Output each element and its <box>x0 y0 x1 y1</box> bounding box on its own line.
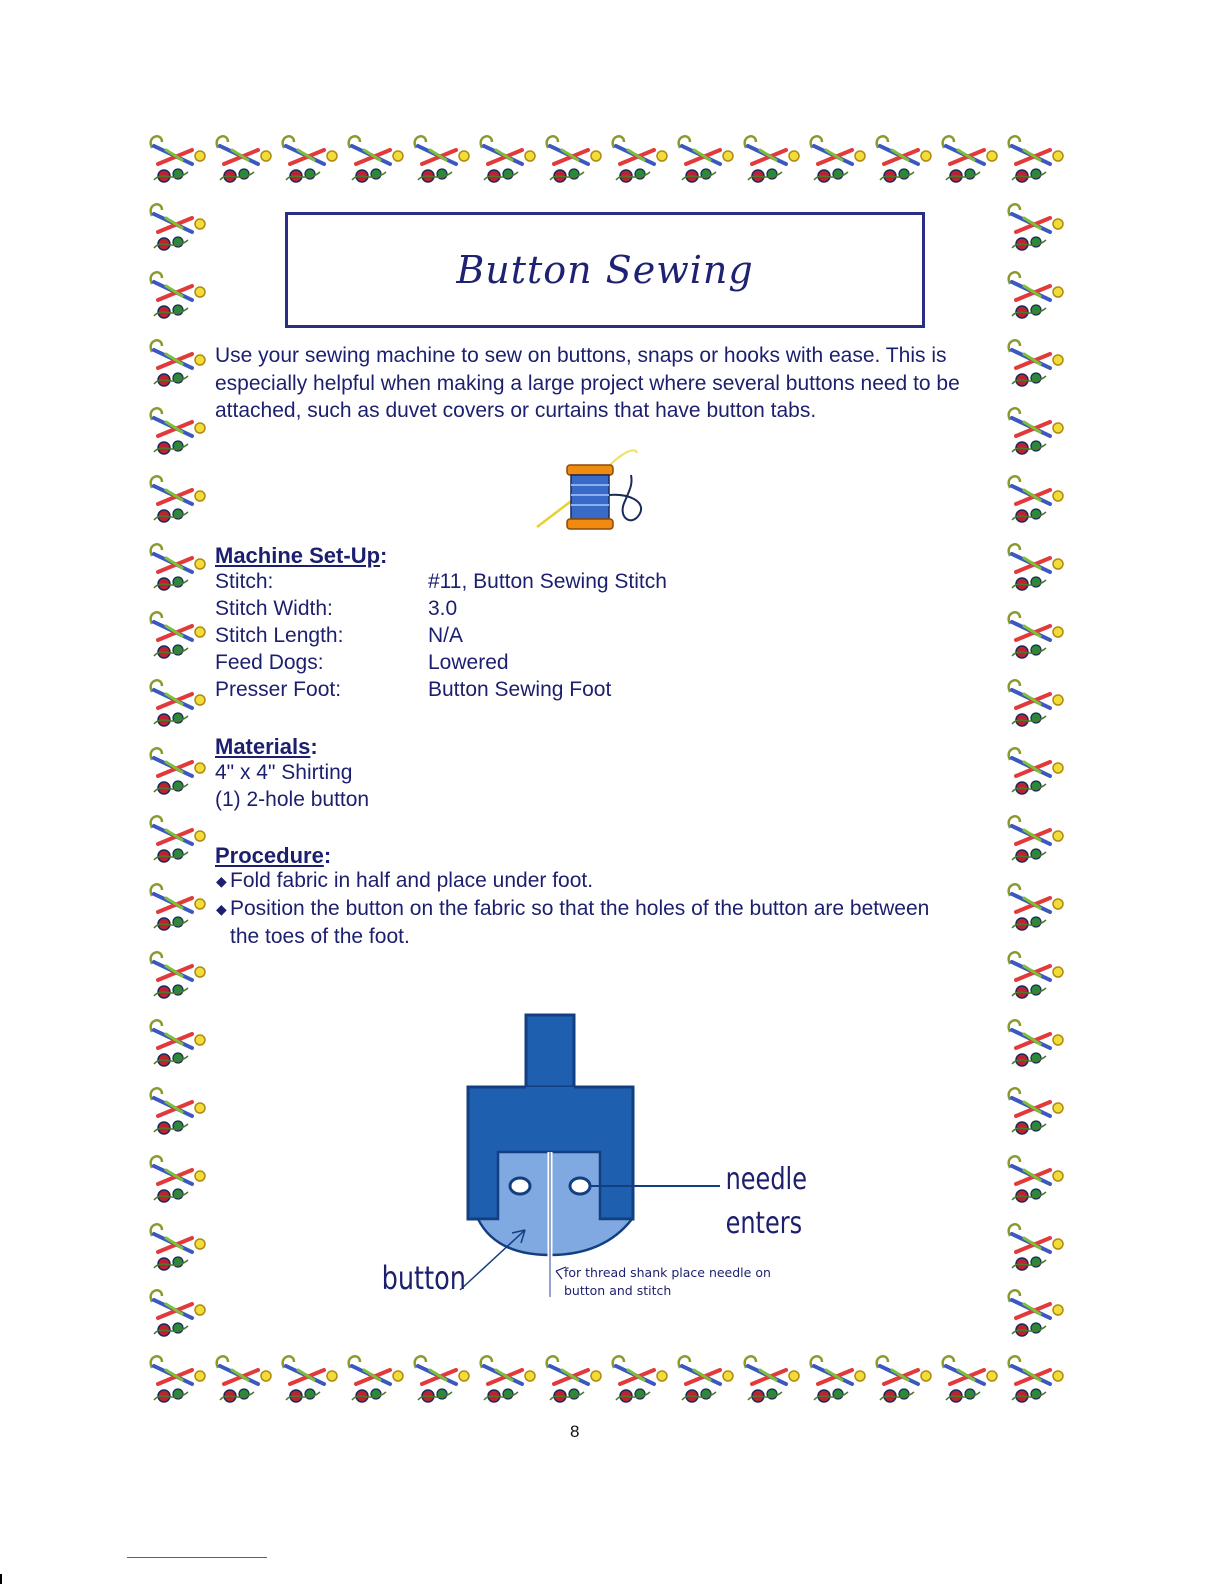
setup-value: N/A <box>428 624 464 647</box>
material-item: 4" x 4" Shirting <box>215 761 353 784</box>
setup-row <box>215 651 915 678</box>
button-hole-right <box>570 1178 590 1194</box>
setup-heading: Machine Set-Up: <box>215 543 388 568</box>
procedure-step-text: Fold fabric in half and place under foot. <box>230 869 594 892</box>
setup-label: Presser Foot: <box>215 678 342 701</box>
setup-label: Stitch Length: <box>215 624 344 647</box>
thread-spool-icon <box>535 435 660 535</box>
button-foot-diagram <box>360 1005 830 1315</box>
button-hole-left <box>510 1178 530 1194</box>
bullet-icon: ◆ <box>216 901 227 917</box>
setup-heading-text: Machine Set-Up <box>215 543 381 568</box>
procedure-step <box>216 867 936 895</box>
footer-rule <box>127 1557 267 1558</box>
setup-label: Feed Dogs: <box>215 651 324 674</box>
needle-label: needle <box>725 1162 807 1197</box>
page-number: 8 <box>570 1422 580 1441</box>
setup-row <box>215 678 915 705</box>
title-box <box>285 212 925 328</box>
setup-value: Button Sewing Foot <box>428 678 612 701</box>
border-top-row <box>151 136 1063 182</box>
procedure-step <box>216 895 936 951</box>
procedure-heading-text: Procedure <box>215 843 324 868</box>
procedure-heading: Procedure: <box>215 843 332 868</box>
setup-row <box>215 597 915 624</box>
border-bottom-row <box>151 1356 1063 1402</box>
button-label: button <box>381 1259 467 1297</box>
setup-value: 3.0 <box>428 597 458 620</box>
note-line-2: button and stitch <box>564 1283 672 1298</box>
setup-value: Lowered <box>428 651 509 674</box>
setup-row <box>215 570 915 597</box>
note-line-1: for thread shank place needle on <box>564 1265 771 1280</box>
setup-label: Stitch: <box>215 570 274 593</box>
border-left-column <box>151 204 205 1336</box>
corner-mark <box>0 1574 2 1584</box>
setup-value: #11, Button Sewing Stitch <box>428 570 667 593</box>
enters-label: enters <box>725 1206 803 1241</box>
materials-heading-text: Materials <box>215 734 311 759</box>
materials-heading: Materials: <box>215 734 318 759</box>
shank-join <box>526 1087 574 1115</box>
setup-row <box>215 624 915 651</box>
bullet-icon: ◆ <box>216 873 227 889</box>
procedure-step-text: Position the button on the fabric so that the holes of the button are between the toes of the foot. <box>230 897 930 948</box>
page-title: Button Sewing <box>456 248 754 292</box>
material-item: (1) 2-hole button <box>215 788 370 811</box>
setup-label: Stitch Width: <box>215 597 333 620</box>
intro-paragraph: Use your sewing machine to sew on buttons, snaps or hooks with ease. This is especially helpful when making a large project where several buttons need to be attached, such as duvet covers or curtains that have button tabs. <box>215 344 960 422</box>
border-right-column <box>1009 204 1063 1336</box>
